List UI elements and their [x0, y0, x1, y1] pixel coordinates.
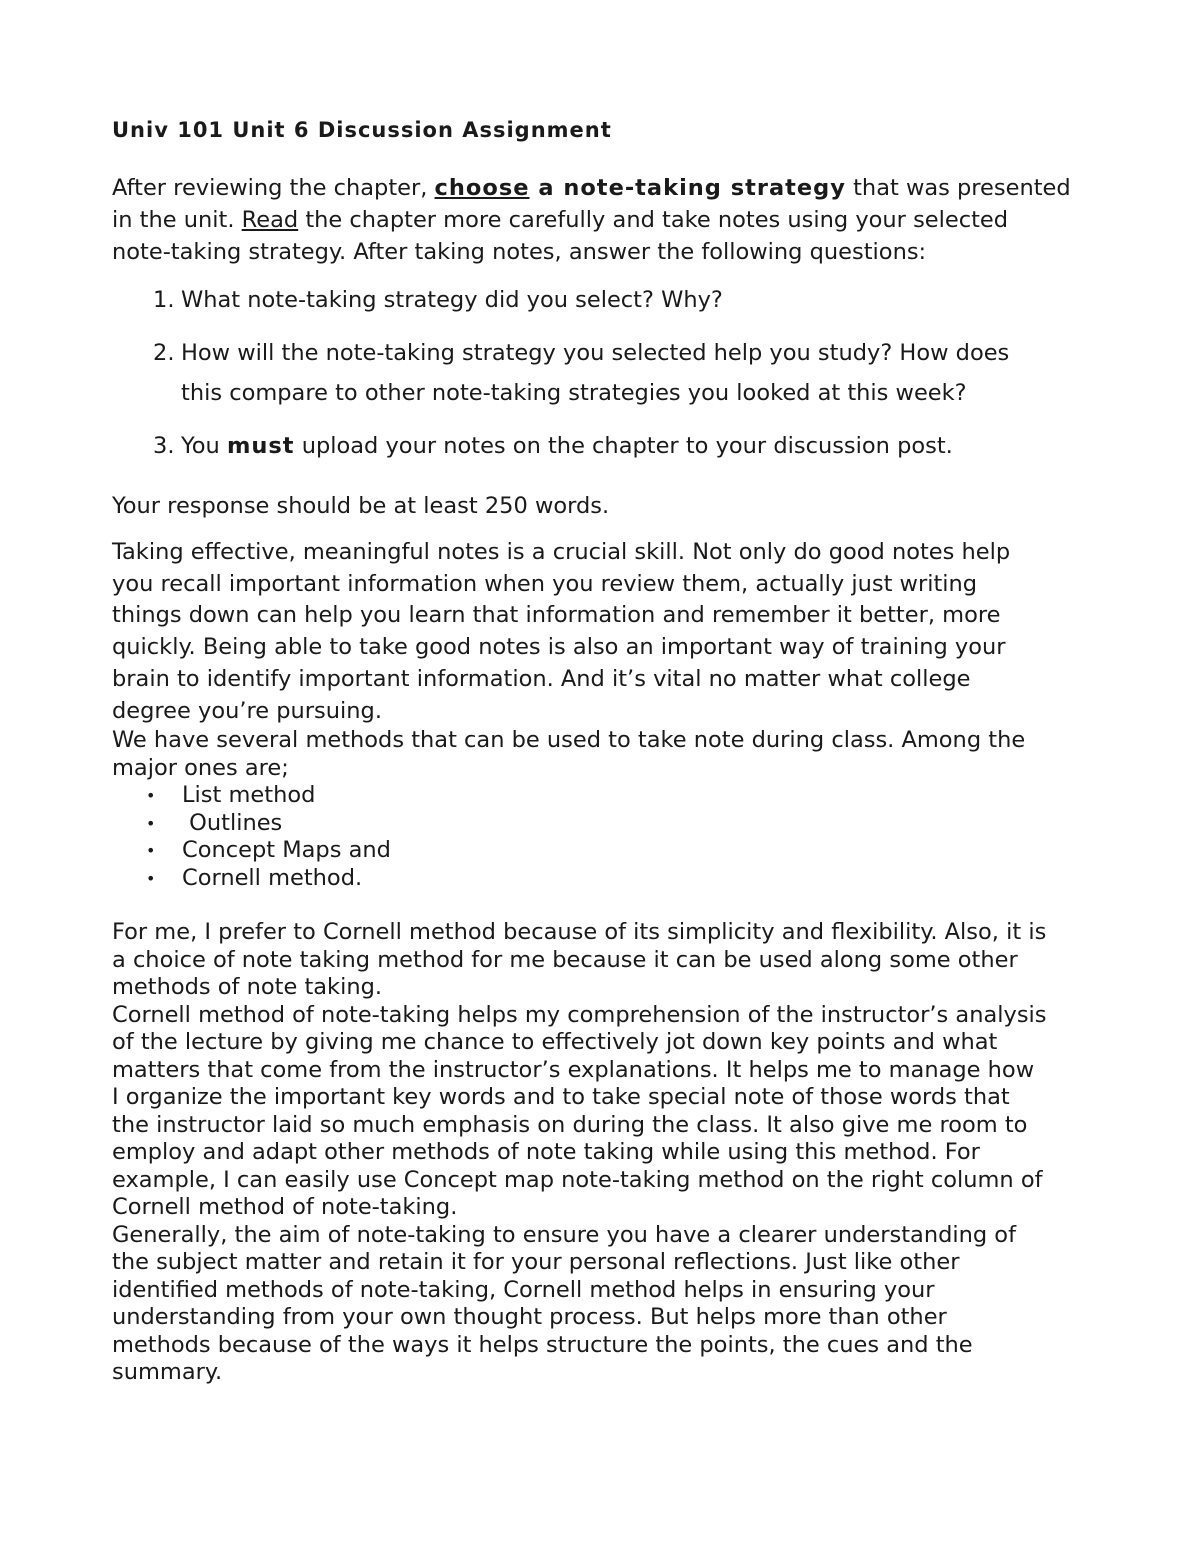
closing-line: For me, I prefer to Cornell method because of its simplicity and flexibility. Also, it is: [112, 919, 1047, 946]
list-item: [112, 782, 1102, 810]
bullet-icon: •: [146, 841, 156, 861]
method-name: Concept Maps and: [182, 837, 391, 864]
essay-line: quickly. Being able to take good notes is also an important way of training your: [112, 634, 1006, 661]
closing-line: the instructor laid so much emphasis on during the class. It also give me room to: [112, 1111, 1028, 1138]
bullet-icon: •: [146, 786, 156, 806]
question-text: How will the note-taking strategy you selected help you study? How does: [181, 340, 1010, 366]
list-item: [112, 865, 1102, 893]
strategy-emphasis: a note-taking strategy: [529, 175, 846, 201]
methods-intro: [112, 727, 1102, 782]
methods-intro-line: We have several methods that can be used to take note during class. Among the: [112, 727, 1026, 754]
document-page: [112, 112, 1102, 1387]
essay-line: things down can help you learn that information and remember it better, more: [112, 602, 1001, 629]
closing-line: identified methods of note-taking, Cornell method helps in ensuring your: [112, 1276, 935, 1303]
intro-text: in the unit.: [112, 207, 242, 233]
intro-text: the chapter more carefully and take notes using your selected: [298, 207, 1009, 233]
bullet-icon: •: [146, 868, 156, 888]
question-text: What note-taking strategy did you select? Why?: [181, 287, 723, 313]
essay-line: degree you’re pursuing.: [112, 697, 382, 724]
closing-line: employ and adapt other methods of note taking while using this method. For: [112, 1139, 980, 1166]
word-requirement: Your response should be at least 250 words.: [112, 493, 610, 519]
list-item: [112, 837, 1102, 865]
question-number: 2.: [153, 340, 175, 366]
closing-line: methods of note taking.: [112, 974, 383, 1001]
question-number: 1.: [153, 287, 175, 313]
closing-line: methods because of the ways it helps structure the points, the cues and the: [112, 1331, 973, 1358]
closing-line: Generally, the aim of note-taking to ensure you have a clearer understanding of: [112, 1221, 1016, 1248]
must-emphasis: must: [226, 433, 295, 459]
essay-paragraph: [112, 537, 1102, 727]
question-text: upload your notes on the chapter to your discussion post.: [294, 433, 953, 459]
intro-text: After reviewing the chapter,: [112, 175, 435, 201]
choose-emphasis: choose: [434, 175, 530, 201]
question-item: [112, 333, 1102, 413]
closing-line: I organize the important key words and to take special note of those words that: [112, 1084, 1010, 1111]
question-number: 3.: [153, 433, 175, 459]
question-item: [112, 426, 1102, 466]
question-text: You: [181, 433, 227, 459]
intro-text: note-taking strategy. After taking notes, answer the following questions:: [112, 239, 927, 265]
closing-line: matters that come from the instructor’s explanations. It helps me to manage how: [112, 1056, 1035, 1083]
closing-line: a choice of note taking method for me because it can be used along some other: [112, 946, 1018, 973]
bullet-icon: •: [146, 813, 156, 833]
method-name: Cornell method.: [182, 864, 363, 891]
closing-line: summary.: [112, 1359, 223, 1386]
closing-line: of the lecture by giving me chance to effectively jot down key points and what: [112, 1029, 998, 1056]
question-list: [112, 280, 1102, 466]
method-name: Outlines: [182, 809, 283, 836]
method-name: List method: [182, 782, 316, 809]
intro-text: that was presented: [845, 175, 1071, 201]
essay-line: you recall important information when you review them, actually just writing: [112, 570, 978, 597]
essay-line: Taking effective, meaningful notes is a crucial skill. Not only do good notes help: [112, 539, 1011, 565]
closing-line: understanding from your own thought process. But helps more than other: [112, 1304, 947, 1331]
closing-line: the subject matter and retain it for your personal reflections. Just like other: [112, 1249, 960, 1276]
essay-line: brain to identify important information. And it’s vital no matter what college: [112, 665, 971, 692]
document-title: Univ 101 Unit 6 Discussion Assignment: [112, 118, 612, 142]
read-emphasis: Read: [241, 207, 299, 233]
closing-line: example, I can easily use Concept map note-taking method on the right column of: [112, 1166, 1043, 1193]
closing-paragraph: [112, 919, 1102, 1387]
closing-line: Cornell method of note-taking helps my comprehension of the instructor’s analysis: [112, 1001, 1047, 1028]
question-text: this compare to other note-taking strategies you looked at this week?: [181, 380, 967, 406]
methods-list: [112, 782, 1102, 892]
list-item: [112, 810, 1102, 838]
methods-intro-line: major ones are;: [112, 754, 289, 781]
assignment-instructions: [112, 172, 1102, 268]
question-item: [112, 280, 1102, 320]
closing-line: Cornell method of note-taking.: [112, 1194, 458, 1221]
